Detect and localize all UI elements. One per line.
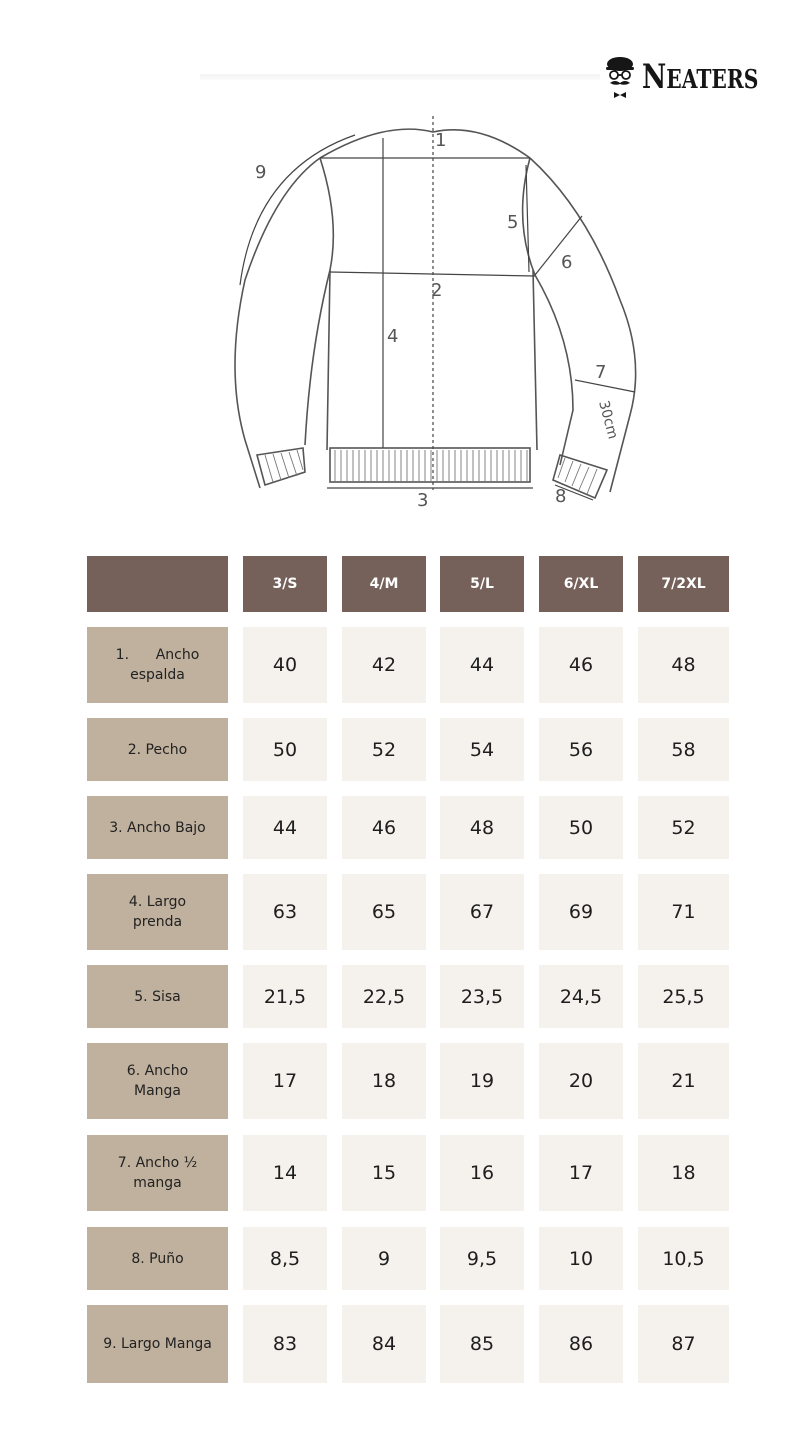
measurement-value-cell: 21 <box>638 1043 729 1119</box>
measurement-label-line: 3. Ancho Bajo <box>109 819 206 836</box>
measurement-value-cell: 18 <box>342 1043 426 1119</box>
measurement-value-cell: 63 <box>243 874 327 950</box>
measurement-value-cell: 46 <box>539 627 623 703</box>
measurement-value-cell: 54 <box>440 718 524 781</box>
measurement-label-text <box>103 1334 212 1354</box>
measurement-value-cell: 67 <box>440 874 524 950</box>
measurement-value-cell: 50 <box>539 796 623 859</box>
measurement-value-cell: 19 <box>440 1043 524 1119</box>
size-header-cell: 4/M <box>342 556 426 612</box>
measurement-value-cell: 84 <box>342 1305 426 1383</box>
measurement-value-cell: 69 <box>539 874 623 950</box>
diagram-label-5: 5 <box>507 212 519 233</box>
measurement-value-cell: 50 <box>243 718 327 781</box>
measurement-value-cell: 48 <box>638 627 729 703</box>
measurement-label <box>87 627 228 703</box>
diagram-label-7: 7 <box>595 362 607 383</box>
measurement-value-cell: 48 <box>440 796 524 859</box>
measurement-label-line: 7. Ancho ½ <box>117 1155 198 1171</box>
measurement-value-cell: 24,5 <box>539 965 623 1028</box>
diagram-label-3: 3 <box>417 490 429 510</box>
measurement-label-line: prenda <box>132 914 183 930</box>
measurement-value-cell: 9 <box>342 1227 426 1290</box>
gentleman-mustache-icon <box>602 55 638 99</box>
size-header-cell: 3/S <box>243 556 327 612</box>
measurement-label-line: 9. Largo Manga <box>103 1336 212 1352</box>
measurement-value-cell: 10,5 <box>638 1227 729 1290</box>
measurement-label-text <box>128 740 188 760</box>
measurement-value-cell: 46 <box>342 796 426 859</box>
measurement-value-cell: 83 <box>243 1305 327 1383</box>
measurement-value-cell: 44 <box>243 796 327 859</box>
measurement-value-cell: 18 <box>638 1135 729 1211</box>
measurement-value-cell: 22,5 <box>342 965 426 1028</box>
measurement-label-text <box>127 1061 188 1101</box>
measurement-label-text <box>129 892 186 932</box>
measurement-value-cell: 8,5 <box>243 1227 327 1290</box>
measurement-value-cell: 17 <box>243 1043 327 1119</box>
measurement-label <box>87 718 228 781</box>
measurement-label-line: Manga <box>134 1083 181 1099</box>
measurement-value-cell: 58 <box>638 718 729 781</box>
measurement-label <box>87 965 228 1028</box>
measurement-label-line: 8. Puño <box>131 1250 184 1267</box>
measurement-value-cell: 52 <box>342 718 426 781</box>
diagram-label-8: 8 <box>555 486 567 507</box>
measurement-label-text <box>134 987 180 1007</box>
measurement-label <box>87 1043 228 1119</box>
size-header-cell: 7/2XL <box>638 556 729 612</box>
measurement-label-text <box>131 1249 183 1269</box>
header-divider <box>200 74 600 80</box>
measurement-label-line: 4. Largo <box>128 894 187 910</box>
measurement-label-text <box>109 818 205 838</box>
diagram-label-6: 6 <box>561 252 573 273</box>
measurement-label-text <box>118 1153 197 1193</box>
measurement-label <box>87 796 228 859</box>
measurement-label-line: 2. Pecho <box>127 741 188 758</box>
measurement-value-cell: 87 <box>638 1305 729 1383</box>
diagram-sleeve-note: 30cm <box>595 398 621 441</box>
measurement-value-cell: 15 <box>342 1135 426 1211</box>
measurement-value-cell: 86 <box>539 1305 623 1383</box>
brand-logo <box>602 55 772 103</box>
measurement-label-line: espalda <box>130 667 185 683</box>
measurement-value-cell: 65 <box>342 874 426 950</box>
measurement-value-cell: 25,5 <box>638 965 729 1028</box>
measurement-value-cell: 21,5 <box>243 965 327 1028</box>
sweater-measurement-diagram <box>215 110 650 510</box>
header-corner-cell <box>87 556 228 612</box>
measurement-label-line: 1. Ancho <box>115 647 200 663</box>
measurement-label-text <box>116 645 200 685</box>
measurement-label <box>87 1227 228 1290</box>
measurement-value-cell: 20 <box>539 1043 623 1119</box>
measurement-value-cell: 85 <box>440 1305 524 1383</box>
measurement-label <box>87 874 228 950</box>
measurement-label-line: 5. Sisa <box>134 988 181 1005</box>
measurement-value-cell: 52 <box>638 796 729 859</box>
measurement-value-cell: 23,5 <box>440 965 524 1028</box>
measurement-value-cell: 42 <box>342 627 426 703</box>
size-header-cell: 5/L <box>440 556 524 612</box>
diagram-label-9: 9 <box>255 162 267 183</box>
measurement-value-cell: 17 <box>539 1135 623 1211</box>
measurement-value-cell: 56 <box>539 718 623 781</box>
measurement-value-cell: 44 <box>440 627 524 703</box>
measurement-label <box>87 1135 228 1211</box>
measurement-value-cell: 71 <box>638 874 729 950</box>
measurement-label-line: 6. Ancho <box>126 1063 189 1079</box>
measurement-value-cell: 40 <box>243 627 327 703</box>
measurement-label-line: manga <box>133 1175 182 1191</box>
diagram-label-2: 2 <box>431 280 443 301</box>
measurement-label <box>87 1305 228 1383</box>
diagram-label-4: 4 <box>387 326 399 347</box>
diagram-label-1: 1 <box>435 130 447 151</box>
measurement-value-cell: 9,5 <box>440 1227 524 1290</box>
measurement-value-cell: 14 <box>243 1135 327 1211</box>
measurement-value-cell: 10 <box>539 1227 623 1290</box>
measurement-value-cell: 16 <box>440 1135 524 1211</box>
size-header-cell: 6/XL <box>539 556 623 612</box>
brand-name: NEATERS <box>642 57 759 97</box>
